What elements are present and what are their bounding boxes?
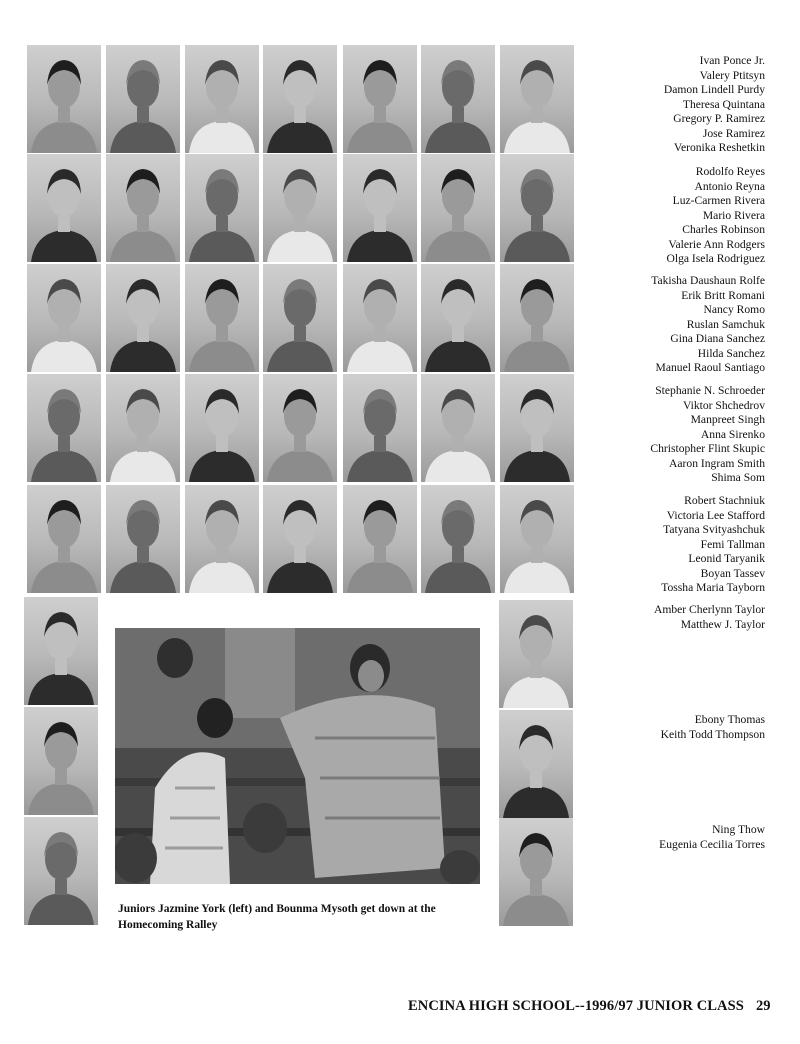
student-portrait — [499, 600, 573, 708]
student-name: Victoria Lee Stafford — [666, 508, 765, 522]
student-portrait — [24, 597, 98, 705]
student-portrait — [263, 45, 337, 153]
student-name: Robert Stachniuk — [684, 494, 765, 507]
student-portrait — [421, 374, 495, 482]
student-portrait — [343, 374, 417, 482]
photo-caption: Juniors Jazmine York (left) and Bounma Mysoth get down at the Homecoming Ralley — [118, 903, 436, 931]
student-name: Aaron Ingram Smith — [669, 456, 765, 470]
name-group — [664, 54, 765, 156]
student-name: Luz-Carmen Rivera — [672, 194, 765, 208]
name-group — [651, 274, 765, 376]
student-name: Valerie Ann Rodgers — [668, 237, 765, 251]
student-name: Femi Tallman — [700, 537, 765, 551]
student-portrait — [263, 374, 337, 482]
student-portrait — [343, 154, 417, 262]
name-group — [661, 494, 765, 596]
student-portrait — [500, 45, 574, 153]
student-name: Viktor Shchedrov — [682, 398, 765, 412]
student-portrait — [185, 154, 259, 262]
student-name: Anna Sirenko — [700, 427, 765, 441]
student-name: Valery Ptitsyn — [699, 68, 765, 82]
student-name: Charles Robinson — [682, 223, 765, 237]
student-name: Keith Todd Thompson — [660, 727, 765, 741]
student-portrait — [27, 45, 101, 153]
student-name: Antonio Reyna — [694, 179, 765, 193]
student-portrait — [24, 817, 98, 925]
student-name: Shima Som — [711, 471, 765, 485]
student-portrait — [343, 45, 417, 153]
page-footer — [408, 998, 771, 1015]
student-portrait — [500, 485, 574, 593]
student-portrait — [106, 154, 180, 262]
student-name: Ebony Thomas — [694, 713, 765, 726]
student-portrait — [421, 45, 495, 153]
student-name: Ivan Ponce Jr. — [699, 54, 765, 67]
student-portrait — [343, 264, 417, 372]
student-name: Manuel Raoul Santiago — [655, 361, 765, 375]
student-name: Matthew J. Taylor — [680, 617, 765, 631]
student-portrait — [27, 374, 101, 482]
student-portrait — [500, 154, 574, 262]
student-portrait — [185, 45, 259, 153]
student-name: Tatyana Svityashchuk — [663, 523, 765, 537]
student-portrait — [106, 45, 180, 153]
student-portrait — [106, 485, 180, 593]
student-name: Boyan Tassev — [700, 566, 765, 580]
student-portrait — [500, 264, 574, 372]
student-portrait — [500, 374, 574, 482]
student-portrait — [185, 485, 259, 593]
student-portrait — [27, 154, 101, 262]
student-name: Manpreet Singh — [690, 413, 765, 427]
student-portrait — [421, 264, 495, 372]
student-name: Erik Britt Romani — [681, 288, 765, 302]
name-group — [654, 603, 765, 632]
student-name: Amber Cherlynn Taylor — [653, 603, 765, 616]
student-name: Ning Thow — [712, 823, 765, 836]
student-name: Theresa Quintana — [682, 97, 765, 111]
student-name: Jose Ramirez — [702, 126, 765, 140]
student-name: Gina Diana Sanchez — [670, 332, 765, 346]
student-name: Veronika Reshetkin — [673, 141, 765, 155]
student-portrait — [421, 485, 495, 593]
student-portrait — [499, 818, 573, 926]
student-portrait — [499, 710, 573, 818]
student-name: Stephanie N. Schroeder — [655, 384, 765, 397]
student-portrait — [343, 485, 417, 593]
student-name: Ruslan Samchuk — [686, 317, 765, 331]
student-name: Mario Rivera — [702, 208, 765, 222]
candid-photo — [115, 628, 480, 884]
student-portrait — [27, 264, 101, 372]
student-portrait — [421, 154, 495, 262]
student-portrait — [106, 374, 180, 482]
student-portrait — [27, 485, 101, 593]
student-name: Leonid Taryanik — [688, 552, 765, 566]
student-name: Gregory P. Ramirez — [673, 112, 765, 126]
student-name: Hilda Sanchez — [697, 346, 765, 360]
student-portrait — [263, 485, 337, 593]
student-portrait — [185, 374, 259, 482]
student-name: Damon Lindell Purdy — [663, 83, 765, 97]
student-name: Eugenia Cecilia Torres — [659, 837, 765, 851]
student-name: Nancy Romo — [703, 303, 765, 317]
student-portrait — [263, 154, 337, 262]
student-portrait — [185, 264, 259, 372]
name-group — [650, 384, 765, 486]
name-group — [659, 823, 765, 852]
student-portrait — [106, 264, 180, 372]
student-portrait — [24, 707, 98, 815]
footer-title: ENCINA HIGH SCHOOL--1996/97 JUNIOR CLASS — [408, 998, 744, 1014]
student-name: Olga Isela Rodriguez — [666, 252, 765, 266]
student-name: Takisha Daushaun Rolfe — [651, 274, 765, 287]
student-name: Rodolfo Reyes — [695, 165, 765, 178]
page-number: 29 — [755, 998, 771, 1014]
name-group — [666, 165, 765, 267]
student-portrait — [263, 264, 337, 372]
student-name: Tossha Maria Tayborn — [661, 581, 765, 595]
student-name: Christopher Flint Skupic — [650, 442, 765, 456]
name-group — [661, 713, 765, 742]
